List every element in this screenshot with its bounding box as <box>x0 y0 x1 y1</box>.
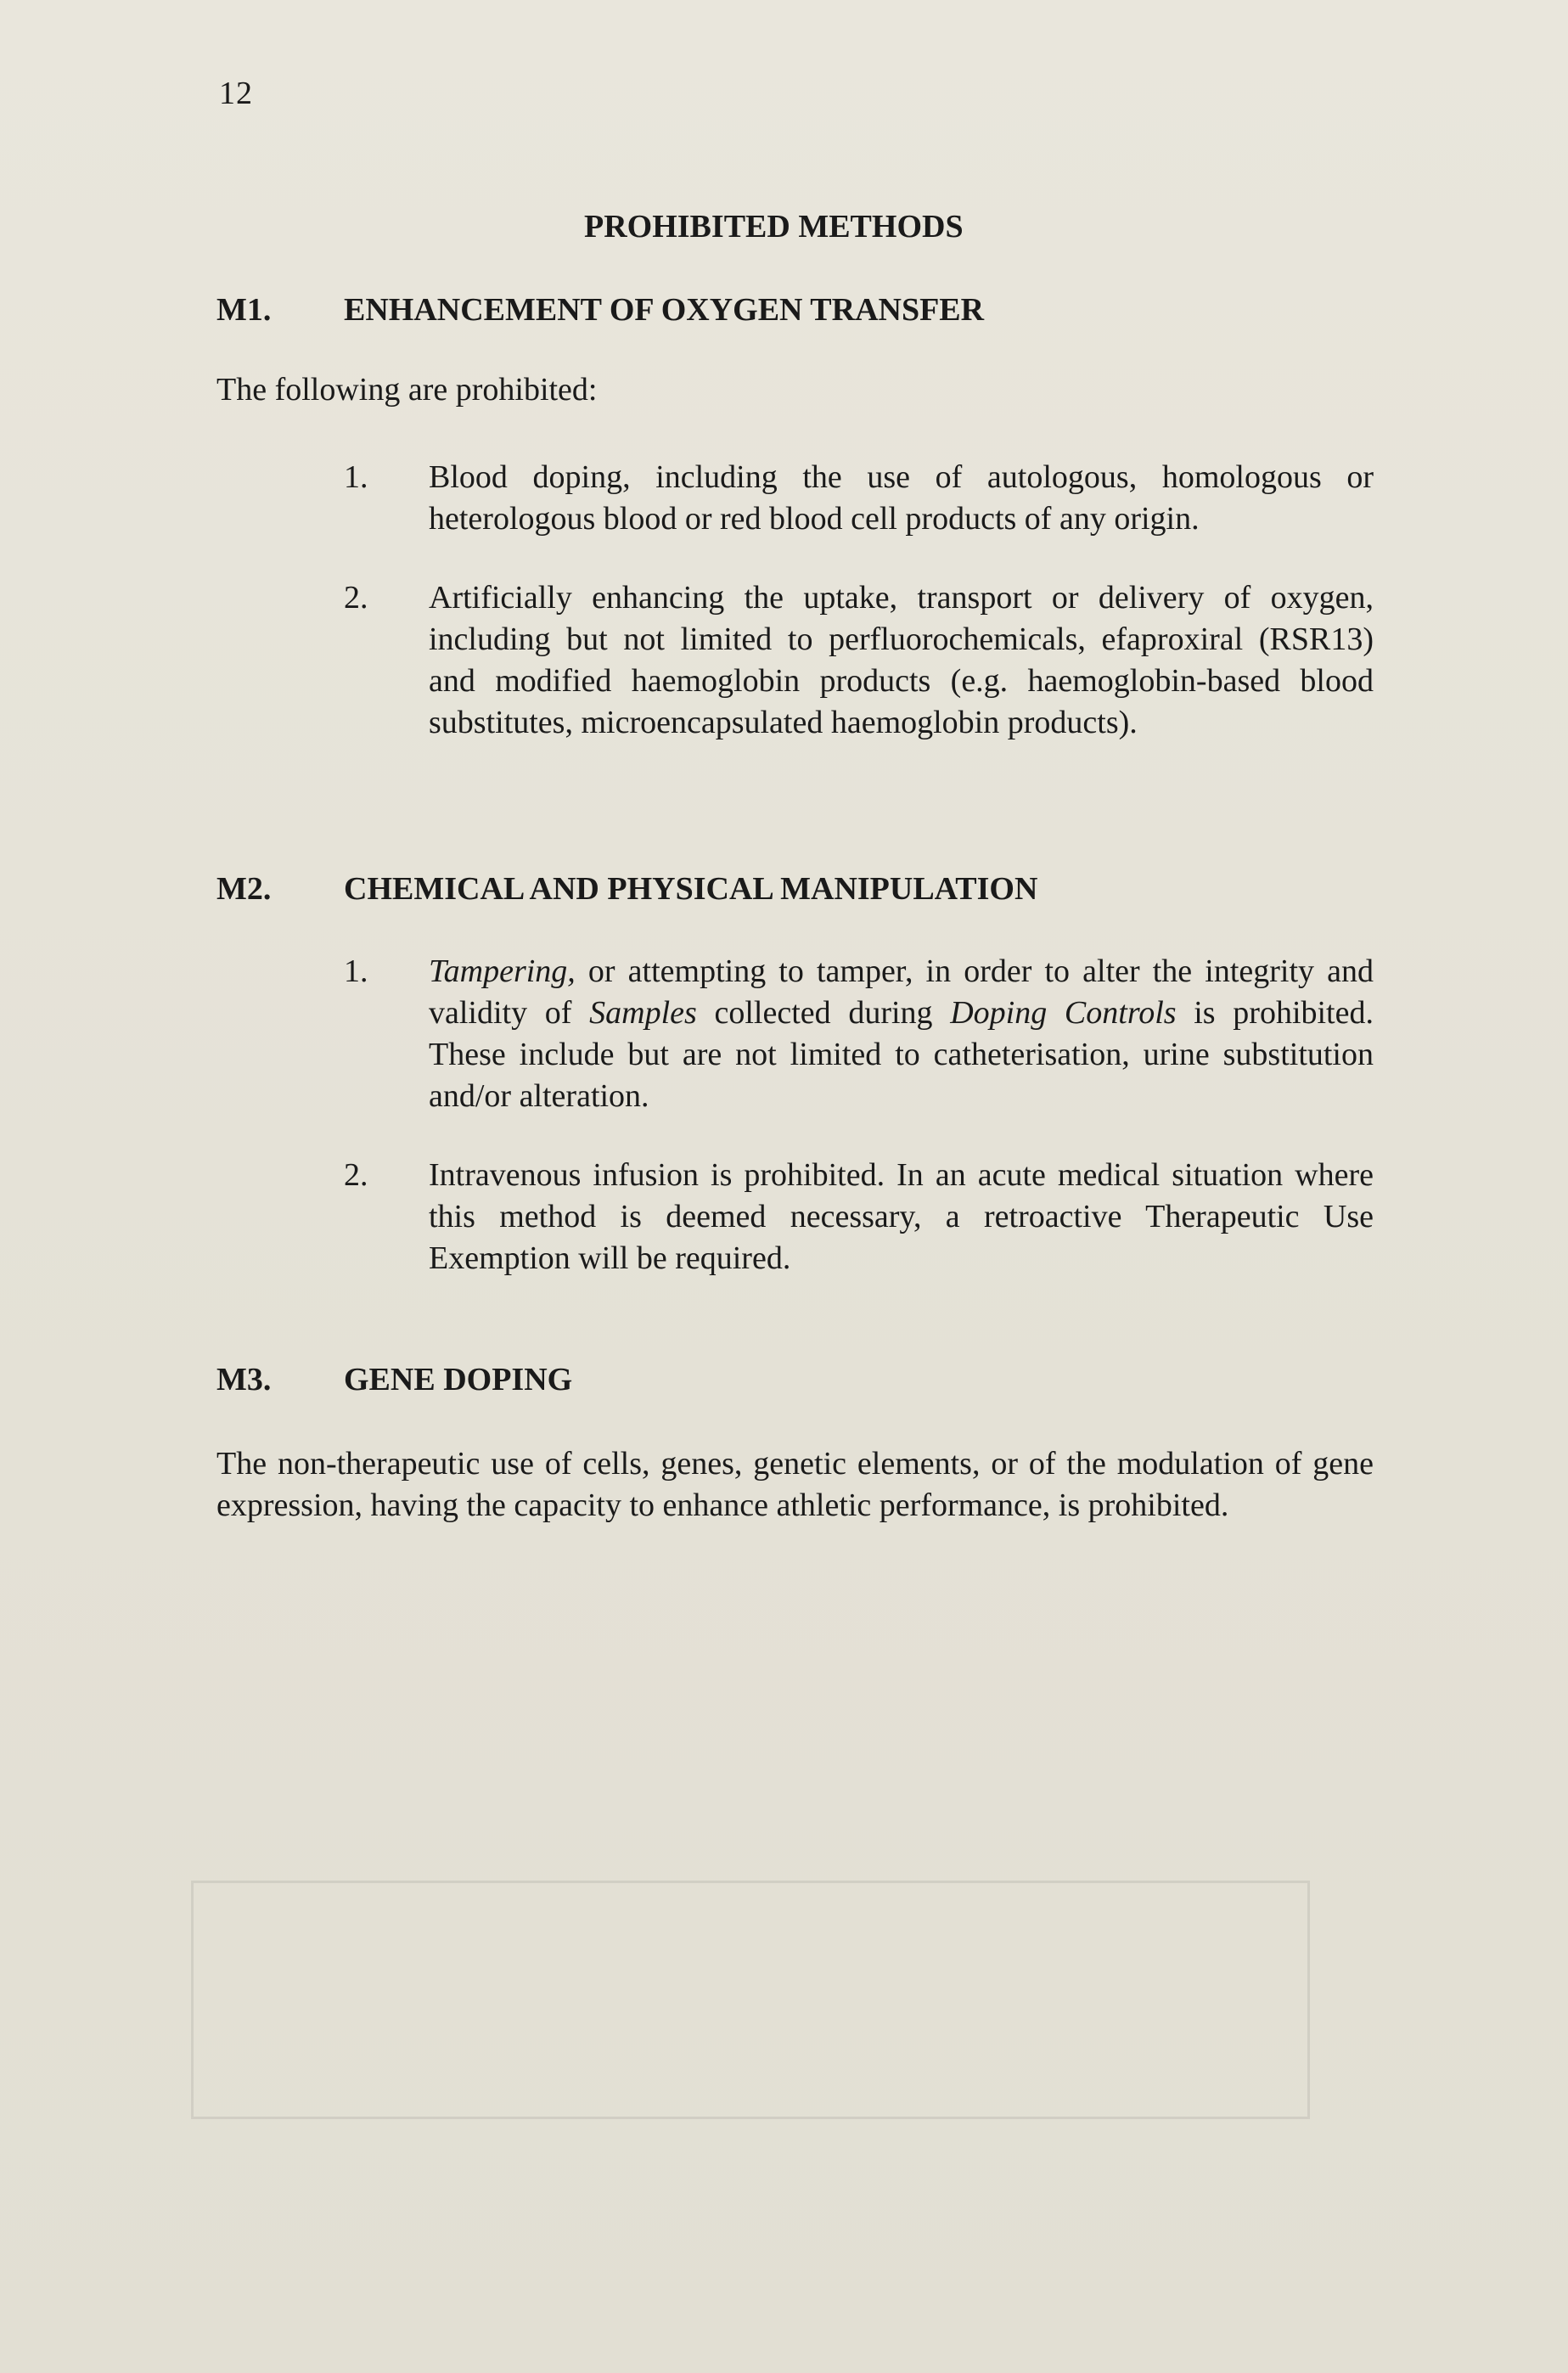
section-heading-m1 <box>216 291 984 329</box>
section-title: ENHANCEMENT OF OXYGEN TRANSFER <box>344 292 985 328</box>
list-item <box>344 577 1374 744</box>
list-item-text: Blood doping, including the use of autologous, homologous or heterologous blood or red blood cell products of any origin. <box>429 459 1374 537</box>
section-code: M2. <box>216 871 272 907</box>
list-item-number: 2. <box>344 580 368 616</box>
list-item-number: 2. <box>344 1157 368 1193</box>
section-heading-m2 <box>216 870 1037 908</box>
section-intro: The following are prohibited: <box>216 372 598 408</box>
list-item-text <box>429 951 1374 1117</box>
list-item <box>344 457 1374 540</box>
list-item-number: 1. <box>344 953 368 989</box>
page-number: 12 <box>219 76 253 111</box>
list-item-number: 1. <box>344 459 368 495</box>
bleed-through-box <box>191 1881 1310 2119</box>
section-title: CHEMICAL AND PHYSICAL MANIPULATION <box>344 871 1038 907</box>
text-run: collected during <box>696 995 951 1031</box>
text-run: or attempting to tamper, in order to alter the integrity and validity of <box>429 953 1374 1031</box>
section-paragraph: The non-therapeutic use of cells, genes, genetic elements, or of the modulation of gene expression, having the capacity to enhance athletic performance, is prohibited. <box>216 1446 1374 1523</box>
term-tampering: Tampering, <box>429 953 576 989</box>
list-item <box>344 951 1374 1117</box>
section-code: M1. <box>216 292 272 328</box>
section-code: M3. <box>216 1362 272 1397</box>
page-title: PROHIBITED METHODS <box>584 209 964 245</box>
text-run: is prohibited. These include but are not limited to catheterisation, urine substitution and/or alteration. <box>429 995 1374 1114</box>
list-item-text: Artificially enhancing the uptake, transport or delivery of oxygen, including but not limited to perfluorochemicals, efaproxiral (RSR13) and modified haemoglobin products (e.g. haemoglobin-based blood substitutes, microencapsulated haemoglobin products). <box>429 580 1374 740</box>
list-item <box>344 1155 1374 1279</box>
list-item-text: Intravenous infusion is prohibited. In an acute medical situation where this method is deemed necessary, a retroactive Therapeutic Use Exemption will be required. <box>429 1157 1374 1276</box>
term-samples: Samples <box>589 995 697 1031</box>
section-title: GENE DOPING <box>344 1362 573 1397</box>
term-doping-controls: Doping Controls <box>950 995 1177 1031</box>
section-heading-m3 <box>216 1361 572 1398</box>
